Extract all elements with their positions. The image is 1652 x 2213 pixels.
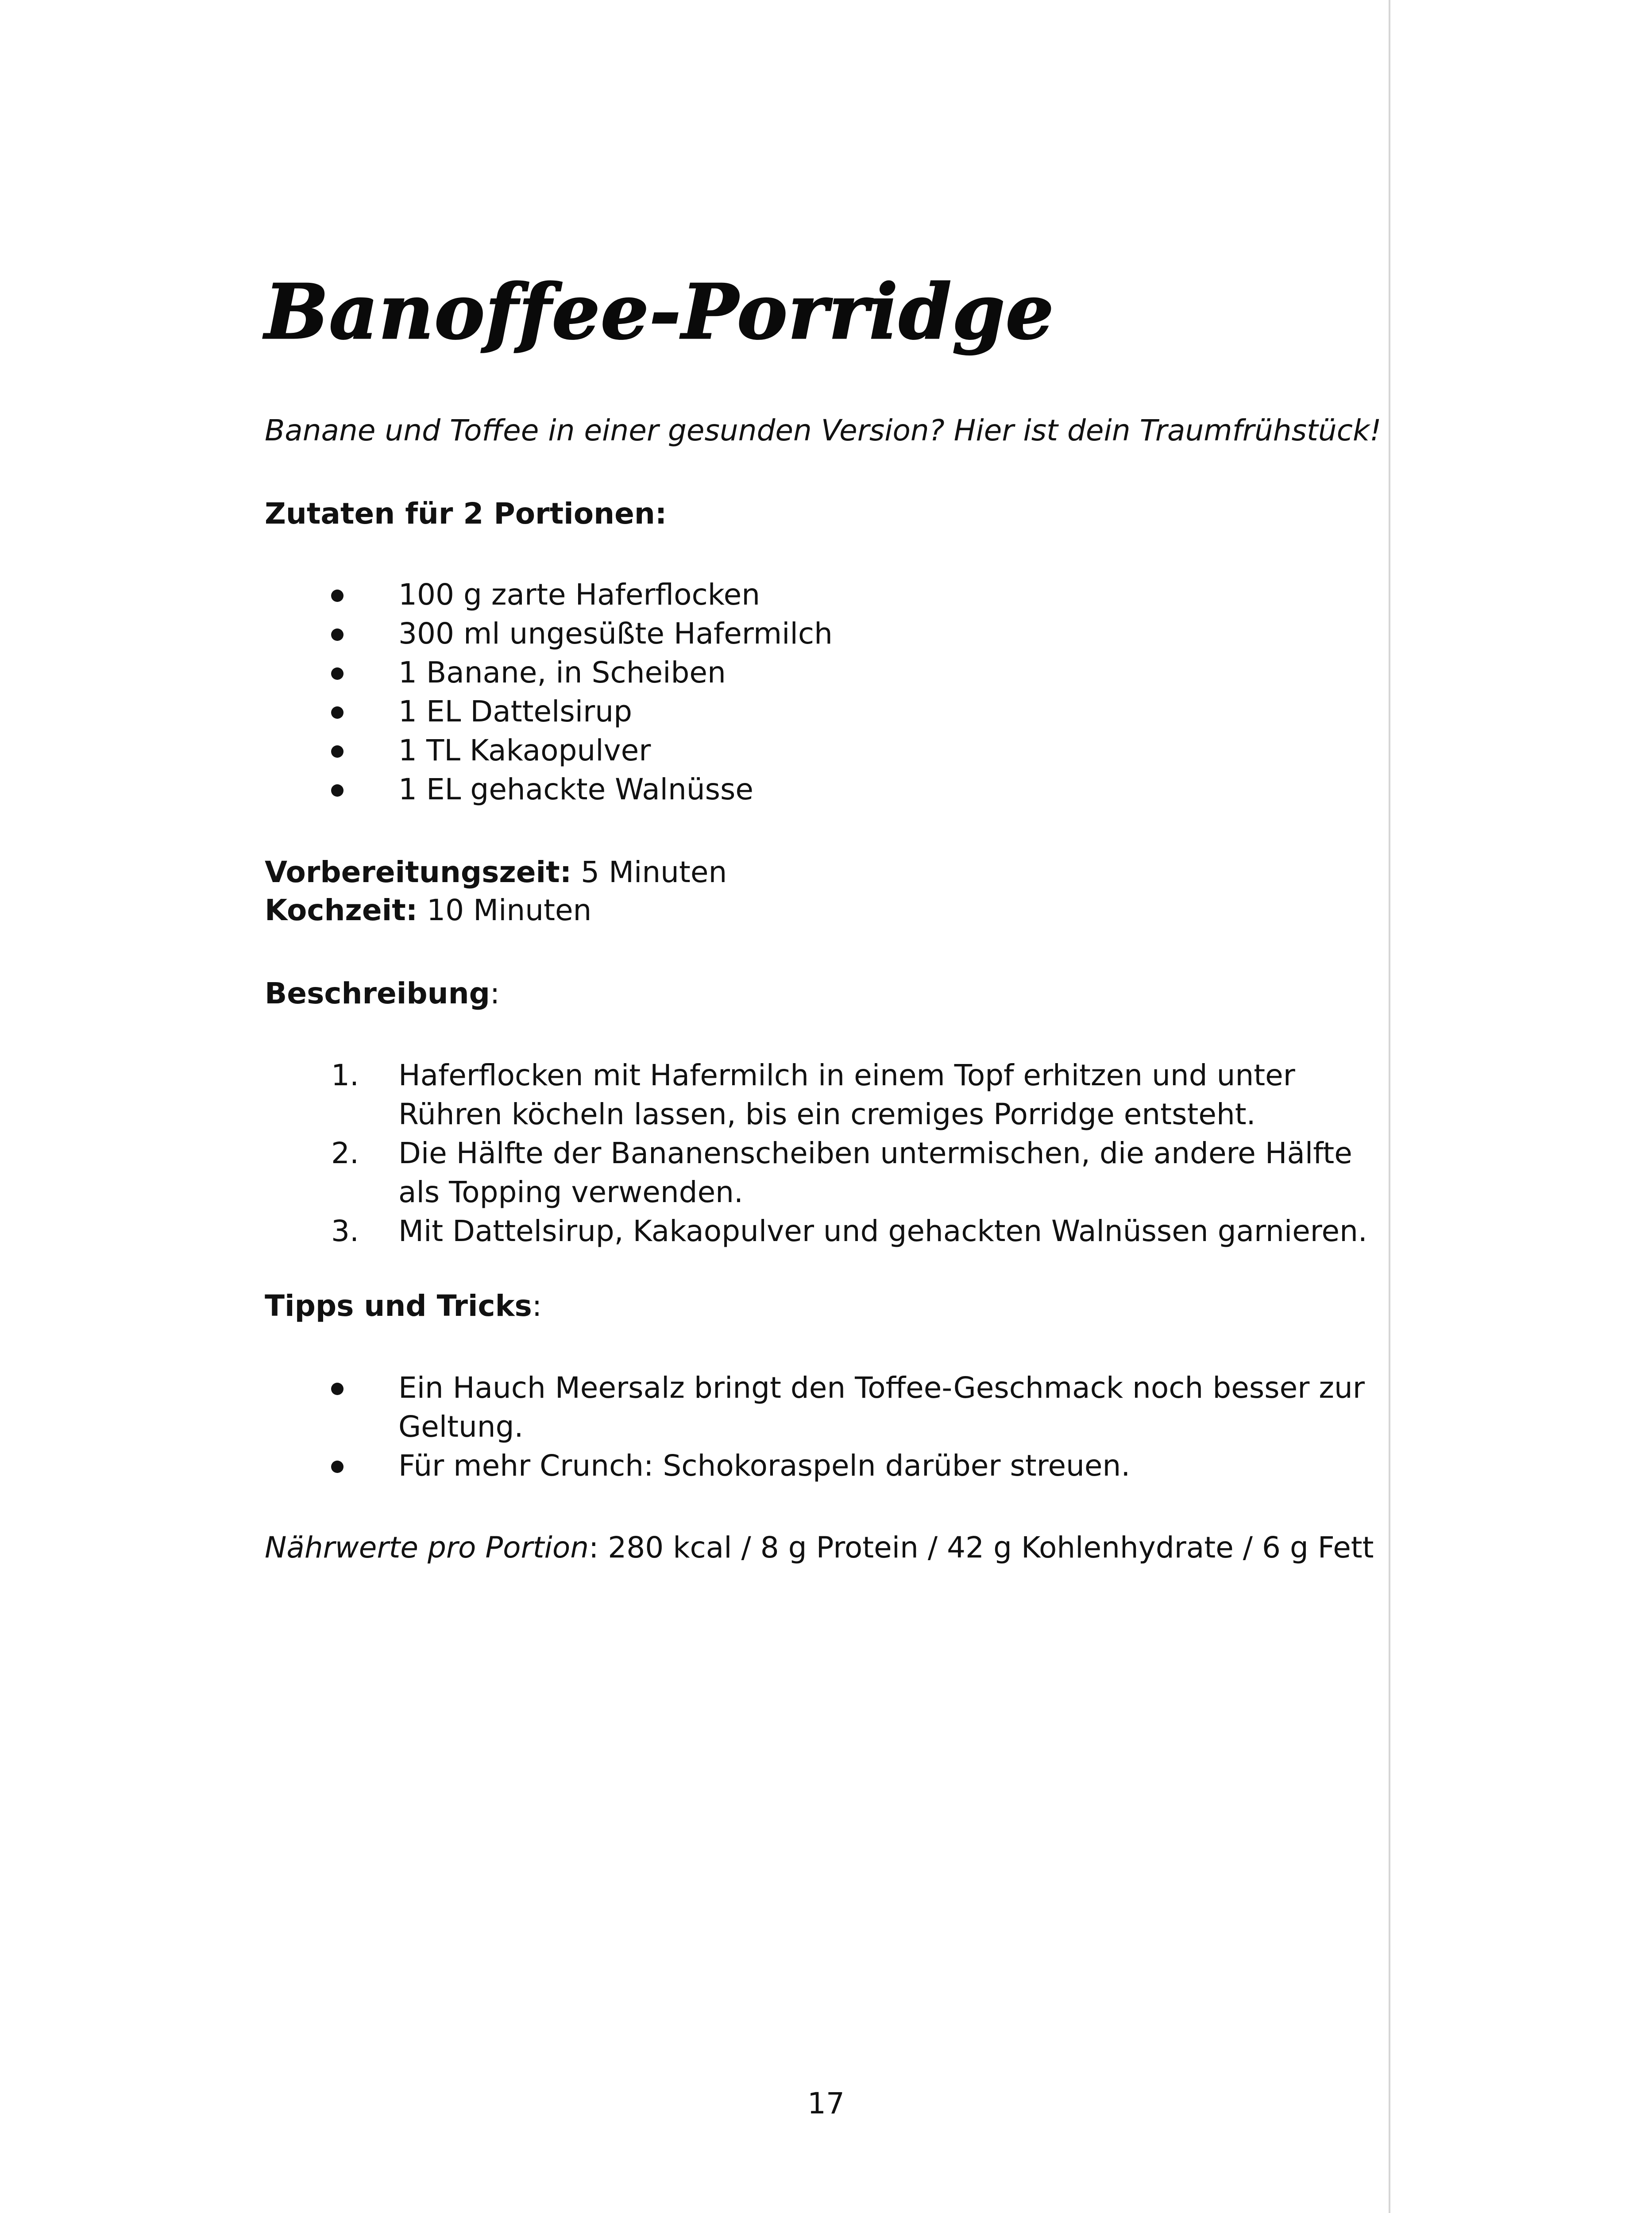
tips-list — [265, 1369, 1389, 1485]
bullet-icon — [331, 628, 344, 641]
nutrition-label: Nährwerte pro Portion — [265, 1531, 589, 1565]
tips-heading-text: Tipps und Tricks — [265, 1289, 532, 1323]
step-number: 2. — [331, 1136, 359, 1170]
ingredients-heading-text: Zutaten für 2 Portionen: — [265, 497, 667, 531]
step-text: Haferflocken mit Hafermilch in einem Topf erhitzen und unter Rühren köcheln lassen, bis ein cremiges Porridge entsteht. — [398, 1058, 1295, 1131]
tips-heading — [265, 1286, 542, 1326]
tip-item — [265, 1369, 1389, 1446]
tip-text: Für mehr Crunch: Schokoraspeln darüber streuen. — [398, 1449, 1131, 1483]
description-heading-colon: : — [490, 976, 500, 1010]
tip-text: Ein Hauch Meersalz bringt den Toffee-Geschmack noch besser zur Geltung. — [398, 1371, 1365, 1444]
recipe-title: Banoffee-Porridge — [265, 268, 1055, 356]
bullet-icon — [331, 1461, 344, 1473]
cook-time — [265, 891, 591, 929]
tips-heading-colon: : — [532, 1289, 542, 1323]
page-number: 17 — [807, 2086, 845, 2120]
bullet-icon — [331, 784, 344, 797]
ingredient-item — [265, 731, 1389, 770]
ingredient-text: 1 EL gehackte Walnüsse — [398, 772, 754, 806]
bullet-icon — [331, 706, 344, 719]
ingredient-item — [265, 653, 1389, 692]
nutrition-info — [265, 1528, 1374, 1568]
step-number: 1. — [331, 1058, 359, 1092]
tip-item — [265, 1446, 1389, 1485]
bullet-icon — [331, 667, 344, 680]
cook-time-label: Kochzeit: — [265, 893, 418, 927]
ingredients-list — [265, 575, 1389, 809]
ingredients-heading — [265, 494, 667, 534]
ingredient-text: 100 g zarte Haferflocken — [398, 578, 760, 612]
step-item — [265, 1212, 1389, 1251]
ingredient-item — [265, 614, 1389, 653]
ingredient-text: 1 Banane, in Scheiben — [398, 655, 726, 690]
ingredient-item — [265, 770, 1389, 809]
prep-time-label: Vorbereitungszeit: — [265, 855, 572, 889]
ingredient-text: 1 EL Dattelsirup — [398, 694, 632, 729]
ingredient-text: 1 TL Kakaopulver — [398, 733, 651, 767]
ingredient-item — [265, 692, 1389, 731]
cook-time-value: 10 Minuten — [427, 893, 592, 927]
description-heading — [265, 974, 500, 1014]
ingredient-item — [265, 575, 1389, 614]
step-item — [265, 1056, 1389, 1134]
description-heading-text: Beschreibung — [265, 976, 490, 1010]
nutrition-value: : 280 kcal / 8 g Protein / 42 g Kohlenhydrate / 6 g Fett — [589, 1531, 1374, 1565]
bullet-icon — [331, 1383, 344, 1395]
prep-time-value: 5 Minuten — [581, 855, 727, 889]
recipe-subtitle: Banane und Toffee in einer gesunden Version? Hier ist dein Traumfrühstück! — [265, 413, 1382, 447]
bullet-icon — [331, 590, 344, 602]
step-number: 3. — [331, 1214, 359, 1248]
ingredient-text: 300 ml ungesüßte Hafermilch — [398, 617, 833, 651]
step-text: Mit Dattelsirup, Kakaopulver und gehackten Walnüssen garnieren. — [398, 1214, 1367, 1248]
step-item — [265, 1134, 1389, 1212]
bullet-icon — [331, 745, 344, 758]
step-text: Die Hälfte der Bananenscheiben untermischen, die andere Hälfte als Topping verwenden. — [398, 1136, 1352, 1209]
steps-list — [265, 1056, 1389, 1251]
prep-time — [265, 853, 727, 891]
